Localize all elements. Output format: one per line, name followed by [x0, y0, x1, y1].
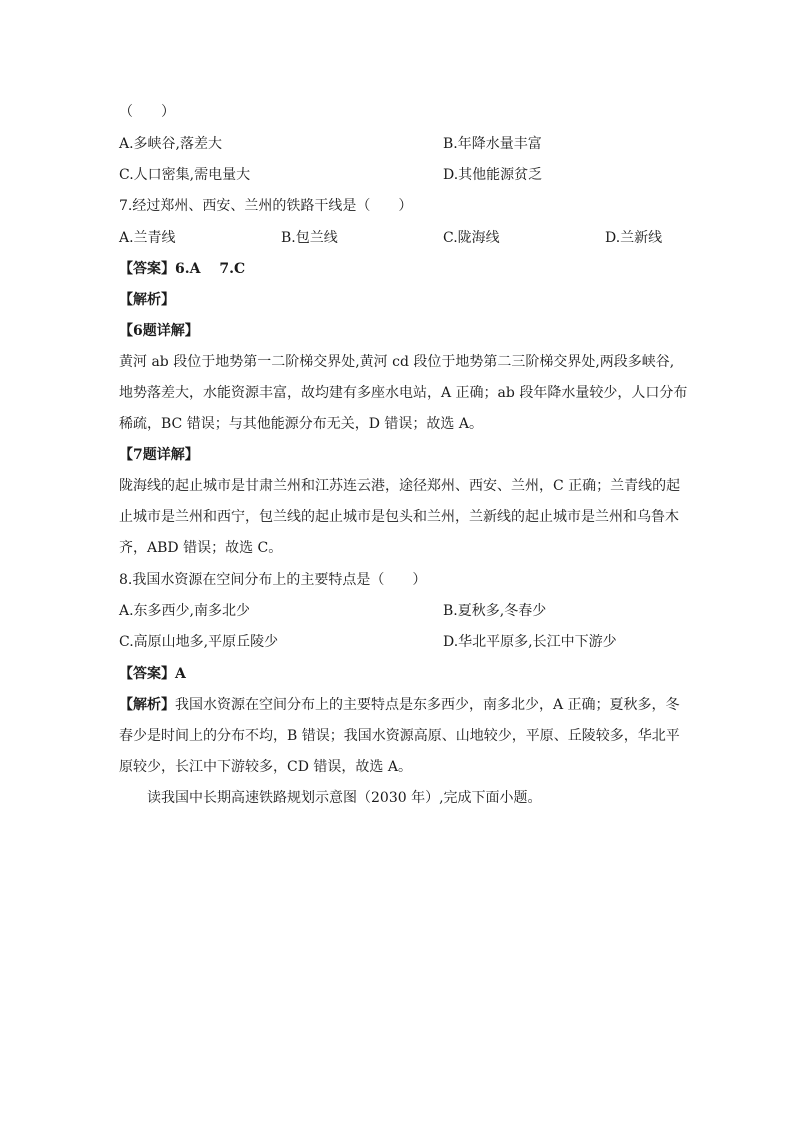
analysis-8-text: 我国水资源在空间分布上的主要特点是东多西少，南多北少，A 正确；夏秋多，冬 — [175, 697, 680, 713]
q8-stem: 8.我国水资源在空间分布上的主要特点是（ ） — [119, 572, 427, 588]
q8-option-d: D.华北平原多,长江中下游少 — [443, 634, 617, 650]
q6-answer-paren: （ ） — [119, 104, 175, 120]
q8-options-row-2 — [0, 632, 794, 652]
answer-8: 【答案】A — [119, 666, 186, 682]
q6-options-row-2 — [0, 165, 794, 185]
detail-7-line-3: 齐，ABD 错误；故选 C。 — [119, 540, 283, 556]
detail-6-line-1: 黄河 ab 段位于地势第一二阶梯交界处,黄河 cd 段位于地势第二三阶梯交界处,两段多峡谷, — [119, 354, 675, 370]
detail-7-line-1: 陇海线的起止城市是甘肃兰州和江苏连云港，途径郑州、西安、兰州，C 正确；兰青线的起 — [119, 478, 681, 494]
q7-options-row — [0, 228, 794, 248]
q8-option-b: B.夏秋多,冬春少 — [443, 603, 547, 619]
q7-option-b: B.包兰线 — [281, 230, 338, 246]
detail-6-line-3: 稀疏，BC 错误；与其他能源分布无关，D 错误；故选 A。 — [119, 416, 483, 432]
q8-option-a: A.东多西少,南多北少 — [119, 603, 251, 619]
detail-7-heading: 【7题详解】 — [119, 447, 199, 463]
q6-option-a: A.多峡谷,落差大 — [119, 136, 223, 152]
analysis-8-line-1 — [119, 695, 680, 715]
answer-6-7: 【答案】6.A 7.C — [119, 261, 246, 277]
q6-options-row-1 — [0, 134, 794, 154]
reading-intro: 读我国中长期高速铁路规划示意图（2030 年）,完成下面小题。 — [147, 790, 542, 806]
q8-options-row-1 — [0, 601, 794, 621]
q8-option-c: C.高原山地多,平原丘陵少 — [119, 634, 279, 650]
analysis-8-line-3: 原较少，长江中下游较多，CD 错误，故选 A。 — [119, 759, 412, 775]
analysis-label: 【解析】 — [119, 292, 175, 308]
q7-stem: 7.经过郑州、西安、兰州的铁路干线是（ ） — [119, 198, 413, 214]
detail-7-line-2: 止城市是兰州和西宁，包兰线的起止城市是包头和兰州，兰新线的起止城市是兰州和乌鲁木 — [119, 509, 679, 525]
detail-6-heading: 【6题详解】 — [119, 323, 199, 339]
q7-option-c: C.陇海线 — [443, 230, 500, 246]
q7-option-a: A.兰青线 — [119, 230, 176, 246]
detail-6-line-2: 地势落差大，水能资源丰富，故均建有多座水电站，A 正确；ab 段年降水量较少，人口分布 — [119, 385, 688, 401]
q7-option-d: D.兰新线 — [605, 230, 663, 246]
analysis-8-label: 【解析】 — [119, 697, 175, 713]
q6-option-d: D.其他能源贫乏 — [443, 167, 543, 183]
analysis-8-line-2: 春少是时间上的分布不均，B 错误；我国水资源高原、山地较少，平原、丘陵较多，华北平 — [119, 728, 680, 744]
q6-option-b: B.年降水量丰富 — [443, 136, 542, 152]
q6-option-c: C.人口密集,需电量大 — [119, 167, 251, 183]
